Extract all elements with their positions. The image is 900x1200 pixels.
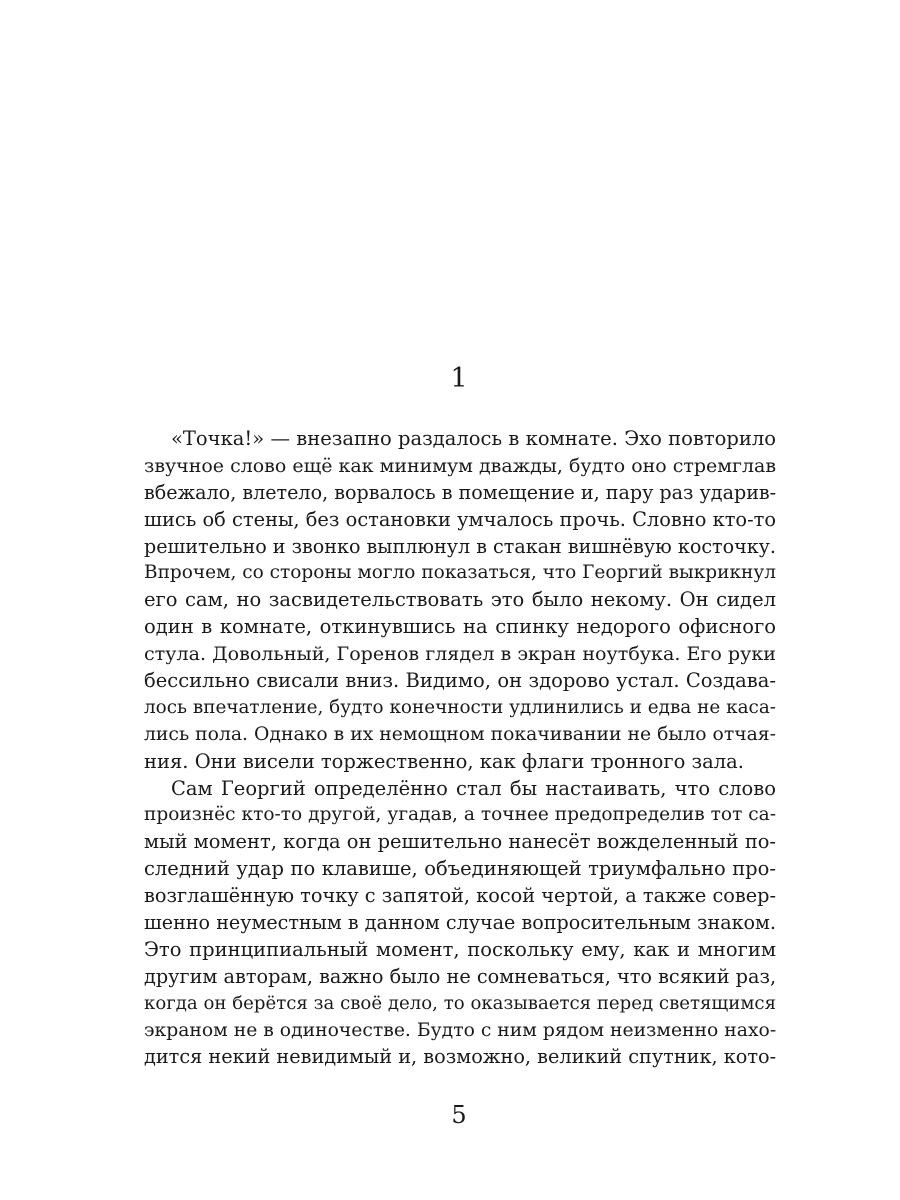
text-line: лись пола. Однако в их немощном покачивании не было отчая- xyxy=(144,723,776,745)
text-line: Это принципиальный момент, поскольку ему, как и многим xyxy=(144,937,776,961)
text-line: один в комнате, откинувшись на спинку недорого офисного xyxy=(144,615,776,639)
text-line: когда он берётся за своё дело, то оказывается перед светящимся xyxy=(144,992,776,1014)
text-line: другим авторам, важно было не сомневаться, что всякий раз, xyxy=(144,964,777,988)
text-line: его сам, но засвидетельствовать это было некому. Он сидел xyxy=(144,588,776,612)
text-line: лось впечатление, будто конечности удлинились и едва не каса- xyxy=(144,696,776,718)
text-line: произнёс кто-то другой, угадав, а точнее предопределив тот са- xyxy=(144,804,776,826)
text-line: следний удар по клавише, объединяющей триумфально про- xyxy=(144,857,776,881)
text-line: Впрочем, со стороны могло показаться, что Георгий выкрикнул xyxy=(144,562,776,584)
text-line: решительно и звонко выплюнул в стакан вишнёвую косточку. xyxy=(144,534,776,558)
text-line: шенно неуместным в данном случае вопросительным знаком. xyxy=(144,911,776,935)
text-line: звучное слово ещё как минимум дважды, будто оно стремглав xyxy=(144,454,776,477)
text-line: «Точка!» — внезапно раздалось в комнате. Эхо повторило xyxy=(171,427,776,450)
text-line: вбежало, влетело, ворвалось в помещение и, пару раз ударив- xyxy=(144,480,777,504)
text-line: ния. Они висели торжественно, как флаги тронного зала. xyxy=(144,749,744,773)
text-line: шись об стены, без остановки умчалось прочь. Словно кто-то xyxy=(144,507,776,531)
paragraph xyxy=(144,776,776,1072)
text-line: возглашённую точку с запятой, косой чертой, а также совер- xyxy=(144,884,776,908)
text-line: мый момент, когда он решительно нанесёт вожделенный по- xyxy=(144,830,776,854)
paragraph xyxy=(144,426,776,776)
text-line: бессильно свисали вниз. Видимо, он здорово устал. Создава- xyxy=(144,669,776,693)
page-number: 5 xyxy=(451,1101,467,1129)
chapter-number: 1 xyxy=(450,363,468,394)
body-text xyxy=(144,426,776,1071)
text-line: дится некий невидимый и, возможно, великий спутник, кото- xyxy=(144,1045,777,1069)
text-line: стула. Довольный, Горенов глядел в экран ноутбука. Его руки xyxy=(144,643,777,666)
text-line: экраном не в одиночестве. Будто с ним рядом неизменно нахо- xyxy=(144,1019,777,1041)
text-line: Сам Георгий определённо стал бы настаивать, что слово xyxy=(171,776,776,800)
